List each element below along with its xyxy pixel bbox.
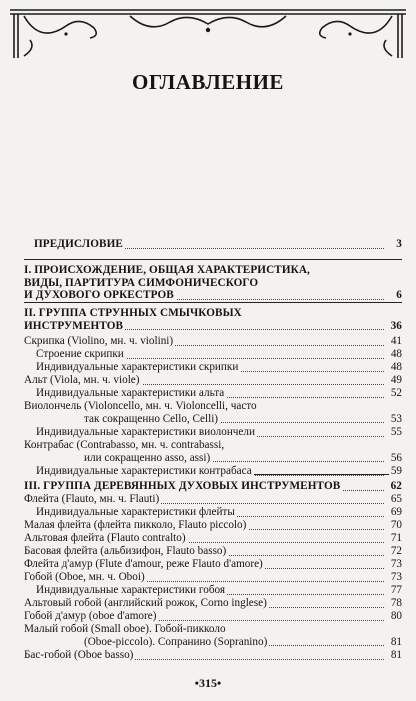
toc-page-number: 80 xyxy=(390,610,402,622)
toc-entry-title: Альтовая флейта (Flauto contralto) xyxy=(24,532,186,544)
toc-page-number: 53 xyxy=(390,412,402,425)
toc-page-number: 56 xyxy=(390,451,402,464)
toc-entry[interactable] xyxy=(24,584,402,597)
toc-page-number: 6 xyxy=(396,289,402,302)
toc-page-number: 70 xyxy=(390,519,402,531)
toc-page-number: 41 xyxy=(390,335,402,347)
toc-entry-title: Флейта д'амур (Flute d'amour, реже Flauto d'amore) xyxy=(24,558,263,570)
toc-page-number: 77 xyxy=(390,584,402,596)
toc-page-number: 71 xyxy=(390,532,402,544)
toc-entry-title: Альт (Viola, мн. ч. viole) xyxy=(24,374,140,386)
toc-entry-title: И ДУХОВОГО ОРКЕСТРОВ xyxy=(24,289,174,302)
toc-entry-title: Виолончель (Violoncello, мн. ч. Violoncelli, часто xyxy=(24,400,257,412)
divider xyxy=(24,302,402,303)
toc-page-number: 59 xyxy=(390,465,402,477)
toc-page-number: 62 xyxy=(390,480,402,492)
toc-entry[interactable] xyxy=(24,465,402,478)
toc-entry[interactable] xyxy=(24,387,402,400)
toc-entry[interactable] xyxy=(24,649,402,662)
toc-entry[interactable] xyxy=(24,426,402,439)
toc-entry[interactable] xyxy=(24,361,402,374)
toc-entry[interactable] xyxy=(24,519,402,532)
toc-entry[interactable] xyxy=(24,532,402,545)
toc-entry[interactable] xyxy=(24,374,402,387)
toc-page-number: 81 xyxy=(390,649,402,661)
toc-page-number: 73 xyxy=(390,558,402,570)
toc-entry[interactable] xyxy=(24,493,402,506)
toc-page-number: 3 xyxy=(396,238,402,250)
toc-entry-title: Малый гобой (Small oboe). Гобой-пикколо xyxy=(24,623,226,635)
toc-page-number: 81 xyxy=(390,635,402,648)
toc-entry[interactable] xyxy=(24,348,402,361)
divider xyxy=(24,259,402,260)
toc-entry-title: ВИДЫ, ПАРТИТУРА СИМФОНИЧЕСКОГО xyxy=(24,276,259,289)
toc-entry-title: II. ГРУППА СТРУННЫХ СМЫЧКОВЫХ xyxy=(24,307,242,319)
toc-entry-title: Гобой (Oboe, мн. ч. Oboi) xyxy=(24,571,145,583)
toc-entry-title: Бас-гобой (Oboe basso) xyxy=(24,649,134,661)
page-title: ОГЛАВЛЕНИЕ xyxy=(132,70,284,94)
toc-entry[interactable] xyxy=(24,597,402,610)
toc-page-number: 49 xyxy=(390,374,402,386)
toc-entry-title: III. ГРУППА ДЕРЕВЯННЫХ ДУХОВЫХ ИНСТРУМЕНТОВ xyxy=(24,480,341,492)
toc-page-number: 55 xyxy=(390,426,402,438)
toc-entry[interactable] xyxy=(24,571,402,584)
toc-entry-title: Скрипка (Violino, мн. ч. violini) xyxy=(24,335,174,347)
toc-entry-title: ПРЕДИСЛОВИЕ xyxy=(24,238,125,251)
toc-entry-title: Альтовый гобой (английский рожок, Corno inglese) xyxy=(24,597,267,609)
toc-entry[interactable] xyxy=(24,610,402,623)
toc-entry-title: Индивидуальные характеристики контрабаса xyxy=(24,465,254,478)
toc-entry-title: (Oboe-piccolo). Сопранино (Sopranino) xyxy=(24,636,269,649)
toc-page-number: 36 xyxy=(390,319,402,332)
toc-entry[interactable] xyxy=(24,335,402,348)
toc-page-number: 65 xyxy=(390,493,402,505)
toc-entry-title: Гобой д'амур (oboe d'amore) xyxy=(24,610,157,622)
toc-entry-title: Контрабас (Contrabasso, мн. ч. contrabassi, xyxy=(24,439,225,451)
toc-entry[interactable] xyxy=(24,400,402,425)
toc-entry[interactable] xyxy=(24,238,402,251)
toc-entry-title: Строение скрипки xyxy=(24,348,126,361)
toc-entry[interactable] xyxy=(24,264,402,302)
page-number: •315• xyxy=(194,676,222,690)
toc-entry[interactable] xyxy=(24,506,402,519)
ornament-header xyxy=(10,4,406,58)
toc-entry-title: Индивидуальные характеристики скрипки xyxy=(24,361,240,374)
toc-page-number: 72 xyxy=(390,545,402,557)
toc-entry[interactable] xyxy=(24,307,402,332)
toc-page-number: 78 xyxy=(390,597,402,609)
toc-entry-title: ИНСТРУМЕНТОВ xyxy=(24,319,124,332)
toc-entry-title: I. ПРОИСХОЖДЕНИЕ, ОБЩАЯ ХАРАКТЕРИСТИКА, xyxy=(24,264,310,276)
toc-page-number: 69 xyxy=(390,506,402,518)
toc-page-number: 52 xyxy=(390,387,402,399)
toc-entry-title: Басовая флейта (альбизифон, Flauto basso) xyxy=(24,545,227,557)
toc-entry-title: Индивидуальные характеристики альта xyxy=(24,387,226,400)
toc-entry[interactable] xyxy=(24,545,402,558)
toc-page-number: 48 xyxy=(390,348,402,360)
toc-page-number: 48 xyxy=(390,361,402,373)
toc-entry-title: или сокращенно asso, assi) xyxy=(24,452,212,465)
toc-entry-title: Малая флейта (флейта пикколо, Flauto piccolo) xyxy=(24,519,247,531)
toc-entry-title: так сокращенно Cello, Celli) xyxy=(24,413,220,426)
toc-entry[interactable] xyxy=(24,480,402,493)
toc-entry[interactable] xyxy=(24,623,402,648)
toc-entry[interactable] xyxy=(24,558,402,571)
toc-entry-title: Флейта (Flauto, мн. ч. Flauti) xyxy=(24,493,160,505)
toc-entry-title: Индивидуальные характеристики флейты xyxy=(24,506,237,519)
toc-page-number: 73 xyxy=(390,571,402,583)
toc-entry-title: Индивидуальные характеристики гобоя xyxy=(24,584,227,597)
toc-entry[interactable] xyxy=(24,439,402,464)
toc-entry-title: Индивидуальные характеристики виолончели xyxy=(24,426,257,439)
